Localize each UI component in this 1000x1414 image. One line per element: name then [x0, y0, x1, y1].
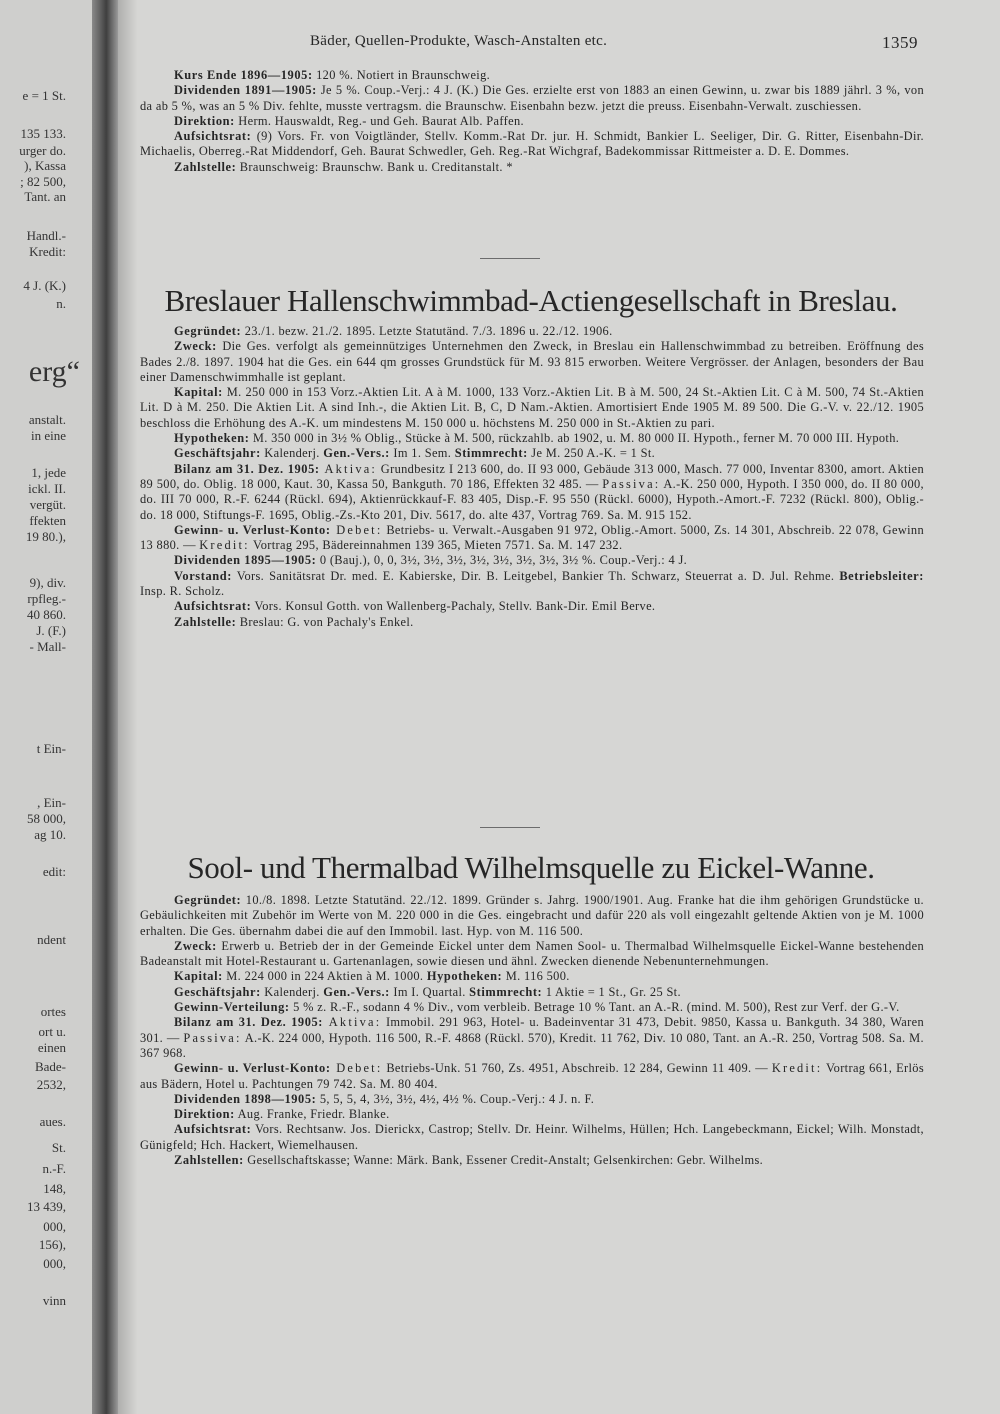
entry-text: M. 250 000 in 153 Vorz.-Aktien Lit. A à M. 1000, 133 Vorz.-Aktien Lit. B à M. 500, 24 St.-Aktien Lit. C à M. 500, 74 St.-Aktien Lit. D à M. 250. Die Aktien Lit. A sind Inh.-, die Aktien Lit. B, C, D Nam.-Aktien. Amortisiert Ende 1905 M. 89 500. Die G.-V. v. 22./12. 1905 beschloss die Erhöhung des A.-K. um mindestens M. 150 000 u. höchstens M. 250 000 in St.-Aktien zu pari. [140, 385, 924, 430]
entry-label: Zahlstelle: [174, 159, 237, 174]
entry-label: Dividenden 1895—1905: [174, 553, 317, 568]
entry-label: Bilanz am 31. Dez. 1905: [174, 461, 320, 476]
entry-label: Geschäftsjahr: [174, 984, 261, 999]
entry-dividenden [140, 83, 924, 114]
kredit-label: Kredit: [771, 1061, 823, 1076]
entry-gewinn-verteilung [140, 1000, 924, 1015]
entry-aufsichtsrat [140, 1122, 924, 1153]
entry-label: Gewinn-Verteilung: [174, 1000, 290, 1015]
entry-text: Gesellschaftskasse; Wanne: Märk. Bank, Essener Credit-Anstalt; Gelsenkirchen: Gebr. Wilhelms. [243, 1153, 764, 1168]
passiva-label: Passiva: [183, 1030, 242, 1045]
fragment-line: vinn [42, 1293, 66, 1308]
entry-zahlstelle [140, 160, 924, 175]
fragment-line: 148, [43, 1181, 66, 1196]
entry-text: Herm. Hauswaldt, Reg.- und Geh. Baurat Alb. Paffen. [234, 113, 524, 128]
debet-label: Debet: [330, 522, 383, 537]
company-entry-eickel-wanne [140, 893, 924, 1168]
fragment-line: - Mall- [29, 639, 66, 654]
entry-label: Kapital: [174, 385, 223, 400]
fragment-line: 9), div. [29, 575, 66, 590]
fragment-line: einen [37, 1040, 66, 1055]
entry-text: Aug. Franke, Friedr. Blanke. [234, 1107, 390, 1122]
entry-text: Insp. R. Scholz. [140, 584, 225, 599]
fragment-heading: erg“ [28, 355, 80, 388]
fragment-line: 000, [43, 1219, 66, 1234]
gutter-shadow [118, 0, 138, 1414]
fragment-line: urger do. [19, 143, 66, 158]
fragment-line: ; 82 500, [20, 174, 66, 189]
company-title: Breslauer Hallenschwimmbad-Actiengesellschaft in Breslau. [164, 283, 898, 318]
fragment-line: Bade- [34, 1059, 66, 1074]
fragment-line: n.-F. [42, 1161, 66, 1176]
entry-dividenden [140, 1092, 924, 1107]
entry-label: Geschäftsjahr: [174, 446, 261, 461]
entry-text: Vortrag 295, Bädereinnahmen 139 365, Mieten 7571. Sa. M. 147 232. [249, 538, 623, 553]
entry-zahlstellen [140, 1153, 924, 1168]
entry-label: Gewinn- u. Verlust-Konto: [174, 1061, 331, 1076]
entry-zahlstelle [140, 615, 924, 630]
company-entry-breslau [140, 324, 924, 630]
entry-text: Betriebs- u. Verwalt.-Ausgaben 91 972, Oblig.-Amort. 5000, Zs. 14 301, Abschreib. 22 078, Gewinn 13 880. — [140, 522, 924, 553]
fragment-line: 2532, [36, 1077, 66, 1092]
fragment-line: 40 860. [27, 607, 66, 622]
fragment-line: in eine [30, 428, 66, 443]
page-number: 1359 [882, 33, 918, 52]
entry-text: 5 % z. R.-F., sodann 4 % Div., vom verbleib. Betrage 10 % Tant. an A.-R. (mind. M. 500), Rest zur Verf. der G.-V. [289, 1000, 900, 1015]
entry-label: Aufsichtsrat: [174, 1122, 252, 1137]
entry-label: Kurs Ende 1896—1905: [174, 68, 313, 82]
fragment-line: ortes [40, 1004, 66, 1019]
entry-dividenden [140, 553, 924, 568]
entry-text: M. 224 000 in 224 Aktien à M. 1000. [222, 969, 427, 984]
entry-label: Hypotheken: [426, 969, 503, 984]
fragment-line: 58 000, [27, 811, 66, 826]
entry-text: Je 5 %. Coup.-Verj.: 4 J. (K.) Die Ges. erzielte erst von 1883 an einen Gewinn, u. zwar bis 1889 jährl. 3 %, von da ab 5 %, was an 5 % Div. fehlte, musste vertragsm. die Braunschw. Eisenbahn bezw. jetzt die preuss. Eisenbahn-Verwalt. zuschiessen. [140, 83, 925, 113]
entry-direktion [140, 114, 924, 129]
entry-text: Kalenderj. [260, 446, 324, 461]
entry-label: Aufsichtsrat: [174, 129, 252, 144]
entry-text: A.-K. 224 000, Hypoth. 116 500, R.-F. 4868 (Rückl. 570), Kredit. 11 762, Div. 10 080, Tant. an A.-R. 250, Vortrag 508. Sa. M. 367 968. [140, 1030, 924, 1060]
entry-label: Dividenden 1891—1905: [174, 83, 317, 98]
entry-text: Immobil. 291 963, Hotel- u. Badeinventar 31 473, Debit. 9850, Kassa u. Bankguth. 34 380, Waren 301. — [140, 1015, 925, 1045]
entry-text: Kalenderj. [260, 984, 324, 999]
entry-label: Hypotheken: [174, 431, 250, 446]
fragment-line: 1, jede [31, 465, 66, 480]
entry-gegruendet [140, 324, 924, 339]
entry-label: Bilanz am 31. Dez. 1905: [174, 1015, 324, 1030]
entry-direktion [140, 1107, 924, 1122]
entry-label: Dividenden 1898—1905: [174, 1091, 317, 1106]
fragment-line: ag 10. [34, 827, 66, 842]
entry-text: Betriebs-Unk. 51 760, Zs. 4951, Abschreib. 12 284, Gewinn 11 409. — [382, 1061, 772, 1076]
fragment-line: edit: [42, 864, 66, 879]
entry-geschaeftsjahr [140, 446, 924, 461]
entry-label: Direktion: [174, 113, 235, 128]
entry-kapital [140, 969, 924, 984]
entry-label: Gen.-Vers.: [323, 984, 390, 999]
company-title: Sool- und Thermalbad Wilhelmsquelle zu Eickel-Wanne. [187, 850, 875, 885]
entry-text: Grundbesitz I 213 600, do. II 93 000, Gebäude 313 000, Masch. 77 000, Inventar 8300, amort. Aktien 89 500, do. Oblig. 18 000, Kaut. 30, Kassa 50, Bankguth. 70 186, Effekten 32 485. — [140, 461, 925, 491]
entry-label: Zweck: [174, 938, 217, 953]
entry-gewinn-verlust [140, 1061, 924, 1092]
entry-text: 0 (Bauj.), 0, 0, 3½, 3½, 3½, 3½, 3½, 3½, 3½, 3½ %. Coup.-Verj.: 4 J. [316, 553, 688, 568]
entry-text: 23./1. bezw. 21./2. 1895. Letzte Statutänd. 7./3. 1896 u. 22./12. 1906. [241, 324, 613, 338]
entry-text: 5, 5, 5, 4, 3½, 3½, 4½, 4½ %. Coup.-Verj.: 4 J. n. F. [316, 1091, 595, 1106]
entry-label: Gen.-Vers.: [323, 446, 390, 461]
fragment-line: J. (F.) [36, 623, 66, 638]
entry-text: Braunschweig: Braunschw. Bank u. Creditanstalt. [236, 159, 503, 174]
fragment-line: 4 J. (K.) [23, 278, 66, 293]
section-divider [480, 827, 540, 828]
entry-label: Zweck: [174, 339, 217, 354]
entry-text: M. 350 000 in 3½ % Oblig., Stücke à M. 500, rückzahlb. ab 1902, u. M. 80 000 II. Hypoth., ferner M. 70 000 III. Hypoth. [249, 431, 900, 446]
entry-text: 1 Aktie = 1 St., Gr. 25 St. [542, 984, 681, 999]
kredit-label: Kredit: [199, 538, 250, 553]
fragment-line: aues. [39, 1114, 66, 1129]
aktiva-label: Aktiva: [323, 1015, 382, 1030]
entry-text: Im I. Quartal. [389, 984, 470, 999]
fragment-line: Handl.- [26, 228, 66, 243]
entry-text: M. 116 500. [502, 969, 570, 984]
entry-text: Vortrag 661, Erlös aus Bädern, Hotel u. Pachtungen 79 742. Sa. M. 80 404. [140, 1061, 924, 1091]
fragment-line: St. [51, 1140, 66, 1155]
entry-aufsichtsrat [140, 129, 924, 160]
entry-text: Je M. 250 A.-K. = 1 St. [527, 446, 656, 461]
fragment-line: ), Kassa [24, 158, 66, 173]
fragment-line: 13 439, [27, 1199, 66, 1214]
fragment-line: Tant. an [24, 189, 66, 204]
entry-label: Stimmrecht: [469, 984, 543, 999]
entry-label: Vorstand: [174, 568, 232, 583]
entry-zweck [140, 339, 924, 385]
fragment-line: ort u. [38, 1024, 66, 1039]
entry-text: Breslau: G. von Pachaly's Enkel. [236, 614, 414, 629]
entry-label: Stimmrecht: [454, 446, 528, 461]
aktiva-label: Aktiva: [319, 461, 378, 476]
entry-text: Im 1. Sem. [389, 446, 455, 461]
fragment-line: ndent [37, 932, 66, 947]
section-continuation [140, 68, 924, 175]
entry-label: Aufsichtsrat: [174, 599, 252, 614]
entry-bilanz [140, 1015, 924, 1061]
entry-label: Betriebsleiter: [839, 568, 924, 583]
entry-label: Gegründet: [174, 893, 242, 907]
fragment-line: n. [56, 296, 66, 311]
entry-label: Kapital: [174, 969, 223, 984]
entry-text: Vors. Rechtsanw. Jos. Dierickx, Castrop; Stellv. Dr. Heinr. Wilhelms, Hüllen; Hch. Langebeckmann, Eickel; Wilh. Monstadt, Günigfeld; Hch. Hackert, Wiemelhausen. [140, 1122, 924, 1152]
fragment-line: , Ein- [37, 795, 66, 810]
entry-gewinn-verlust [140, 523, 924, 554]
fragment-line: anstalt. [28, 412, 66, 427]
running-header: Bäder, Quellen-Produkte, Wasch-Anstalten etc. [310, 33, 608, 49]
fragment-line: 156), [38, 1237, 66, 1252]
fragment-line: rpfleg.- [27, 591, 66, 606]
fragment-line: t Ein- [36, 741, 66, 756]
entry-geschaeftsjahr [140, 985, 924, 1000]
entry-kapital [140, 385, 924, 431]
book-gutter [92, 0, 118, 1414]
footnote-star: * [506, 159, 513, 174]
fragment-line: ickl. II. [28, 481, 66, 496]
debet-label: Debet: [330, 1061, 383, 1076]
fragment-line: 000, [43, 1256, 66, 1271]
passiva-label: Passiva: [602, 476, 661, 491]
fragment-line: ffekten [29, 513, 66, 528]
entry-kurs [140, 68, 924, 83]
fragment-line: e = 1 St. [22, 88, 66, 103]
entry-zweck [140, 939, 924, 970]
facing-page-fragment [0, 0, 92, 1414]
entry-label: Gegründet: [174, 324, 242, 338]
entry-text: (9) Vors. Fr. von Voigtländer, Stellv. Komm.-Rat Dr. jur. H. Schmidt, Bankier L. Seeliger, Dir. G. Ritter, Eisenbahn-Dir. Michaelis, Oberreg.-Rat Middendorf, Geh. Baurat Schwedler, Geh. Reg.-Rat Wichgraf, Badekommissar Rittmeister a. D. E. Dommes. [140, 129, 924, 159]
fragment-line: 135 133. [20, 126, 66, 141]
entry-aufsichtsrat [140, 599, 924, 614]
entry-text: Vors. Sanitätsrat Dr. med. E. Kabierske, Dir. B. Leitgebel, Bankier Th. Schwarz, Steuerrat a. D. Jul. Rehme. [231, 568, 840, 583]
entry-text: Die Ges. verfolgt als gemeinnütziges Unternehmen den Zweck, in Breslau ein Hallenschwimmbad zu betreiben. Eröffnung des Bades 2./8. 1897. 1904 hat die Ges. ein 644 qm grosses Grundstück für M. 93 815 erworben. Weitere Vergrösser. der Anlagen, besonders der Bau einer Damenschwimmhalle ist geplant. [140, 339, 924, 384]
entry-gegruendet [140, 893, 924, 939]
entry-label: Gewinn- u. Verlust-Konto: [174, 522, 331, 537]
fragment-line: vergüt. [29, 497, 66, 512]
entry-text: A.-K. 250 000, Hypoth. I 350 000, do. II 80 000, do. III 70 000, R.-F. 6244 (Rückl. 694), Aktienrückkauf-F. 83 405, Disp.-F. 95 550 (Rückl. 6000), Hypoth.-Amort.-F. 7232 (Rückl. 800), Oblig.- do. 18 000, Stiftungs-F. 1695, Oblig.-Zs.-Kto 201, Div. 5617, do. alte 437, Vortrag 769. Sa. M. 915 152. [140, 476, 924, 522]
fragment-line: 19 80.), [25, 529, 66, 544]
entry-vorstand [140, 569, 924, 600]
entry-bilanz [140, 462, 924, 523]
entry-text: 120 %. Notiert in Braunschweig. [312, 68, 491, 82]
fragment-line: Kredit: [29, 244, 66, 259]
entry-hypotheken [140, 431, 924, 446]
entry-text: 10./8. 1898. Letzte Statutänd. 22./12. 1899. Gründer s. Jahrg. 1900/1901. Aug. Franke hat die ihm gehörigen Grundstücke u. Gebäulichkeiten mit Zubehör im Werte von M. 220 000 in die Ges. eingebracht und dafür 220 als voll eingezahlt geltende Aktien von je M. 1000 erhalten. Die Ges. übernahm dabei die auf den Immobil. last. Hyp. von M. 116 500. [140, 893, 924, 938]
entry-label: Direktion: [174, 1107, 235, 1122]
section-divider [480, 258, 540, 259]
entry-label: Zahlstellen: [174, 1153, 244, 1168]
entry-text: Vors. Konsul Gotth. von Wallenberg-Pachaly, Stellv. Bank-Dir. Emil Berve. [251, 599, 656, 614]
entry-text: Erwerb u. Betrieb der in der Gemeinde Eickel unter dem Namen Sool- u. Thermalbad Wilhelmsquelle Eickel-Wanne bestehenden Badeanstalt mit Hotel-Restaurant u. Gartenanlagen, sowie diesen und ähnl. Zwecken dienende Nebenunternehmungen. [140, 938, 924, 969]
entry-label: Zahlstelle: [174, 614, 237, 629]
